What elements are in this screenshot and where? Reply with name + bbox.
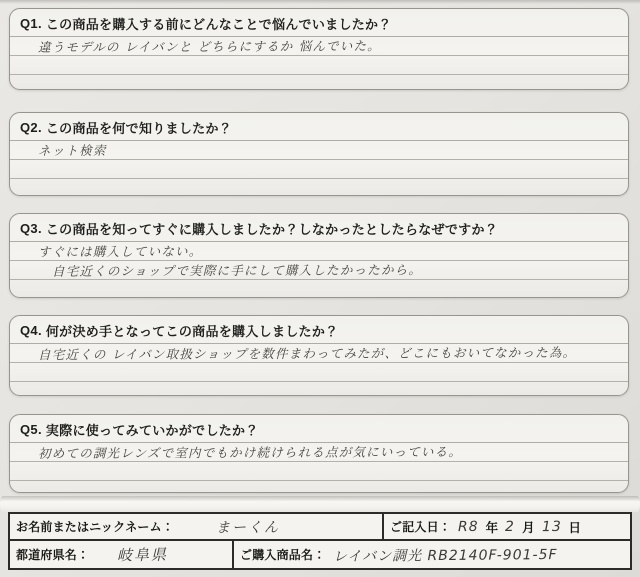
answer-line xyxy=(10,462,628,481)
product-label: ご購入商品名： xyxy=(240,548,326,562)
product-handwritten-value: レイバン調光 RB2140F-901-5F xyxy=(333,546,558,565)
question-title-q2 xyxy=(10,113,628,141)
question-text: この商品を購入する前にどんなことで悩んでいましたか？ xyxy=(45,17,392,32)
handwritten-answer: 自宅近くのショップで実際に手にして購入したかったから。 xyxy=(51,262,423,279)
handwritten-answer: ネット検索 xyxy=(37,142,107,159)
answer-line xyxy=(10,443,628,462)
answer-line xyxy=(10,363,628,382)
question-title-q4 xyxy=(10,316,628,344)
date-day-handwritten: 13 xyxy=(541,518,562,535)
answer-line xyxy=(10,37,628,56)
question-box-q3 xyxy=(9,213,629,298)
date-year-handwritten: R8 xyxy=(457,518,479,535)
handwritten-answer: すぐには購入していない。 xyxy=(37,243,203,260)
answer-line xyxy=(10,75,628,89)
torn-paper-edge xyxy=(0,496,640,512)
answer-line xyxy=(10,344,628,363)
answer-line xyxy=(10,179,628,195)
question-title-q3 xyxy=(10,214,628,242)
day-suffix: 日 xyxy=(568,520,581,535)
date-cell xyxy=(382,514,630,539)
name-label: お名前またはニックネーム： xyxy=(16,520,175,534)
answer-line xyxy=(10,261,628,280)
respondent-info-table xyxy=(8,512,632,570)
question-number: Q5. xyxy=(20,422,42,437)
question-title-q1 xyxy=(10,9,628,37)
name-cell xyxy=(10,514,382,539)
product-cell xyxy=(232,541,630,568)
prefecture-label: 都道府県名： xyxy=(16,548,90,562)
handwritten-answer: 違うモデルの レイバンと どちらにするか 悩んでいた。 xyxy=(37,38,381,55)
question-number: Q4. xyxy=(20,323,42,338)
date-month-handwritten: 2 xyxy=(505,518,516,535)
question-title-q5 xyxy=(10,415,628,443)
answer-line xyxy=(10,280,628,297)
answer-line xyxy=(10,481,628,492)
prefecture-handwritten-value: 岐阜県 xyxy=(117,545,169,565)
question-text: この商品を知ってすぐに購入しましたか？しなかったとしたらなぜですか？ xyxy=(45,222,499,237)
question-box-q5 xyxy=(9,414,629,493)
answer-line xyxy=(10,242,628,261)
answer-line xyxy=(10,160,628,179)
question-text: 何が決め手となってこの商品を購入しましたか？ xyxy=(45,324,339,339)
table-row xyxy=(10,514,630,541)
question-number: Q1. xyxy=(20,16,42,31)
name-handwritten-value: まーくん xyxy=(215,519,281,536)
answer-line xyxy=(10,382,628,395)
table-row xyxy=(10,541,630,568)
question-box-q2 xyxy=(9,112,629,196)
question-box-q1 xyxy=(9,8,629,90)
year-suffix: 年 xyxy=(485,520,499,535)
date-label: ご記入日： xyxy=(390,520,452,534)
handwritten-answer: 初めての調光レンズで室内でもかけ続けられる点が気にいっている。 xyxy=(37,444,463,461)
question-box-q4 xyxy=(9,315,629,396)
answer-line xyxy=(10,56,628,75)
month-suffix: 月 xyxy=(522,520,535,535)
question-text: 実際に使ってみていかがでしたか？ xyxy=(45,423,259,438)
answer-line xyxy=(10,141,628,160)
prefecture-cell xyxy=(10,541,232,568)
handwritten-answer: 自宅近くの レイバン取扱ショップを数件まわってみたが、どこにもおいてなかった為。 xyxy=(37,344,577,363)
question-number: Q2. xyxy=(20,120,42,135)
question-number: Q3. xyxy=(20,221,42,236)
question-text: この商品を何で知りましたか？ xyxy=(45,121,233,136)
